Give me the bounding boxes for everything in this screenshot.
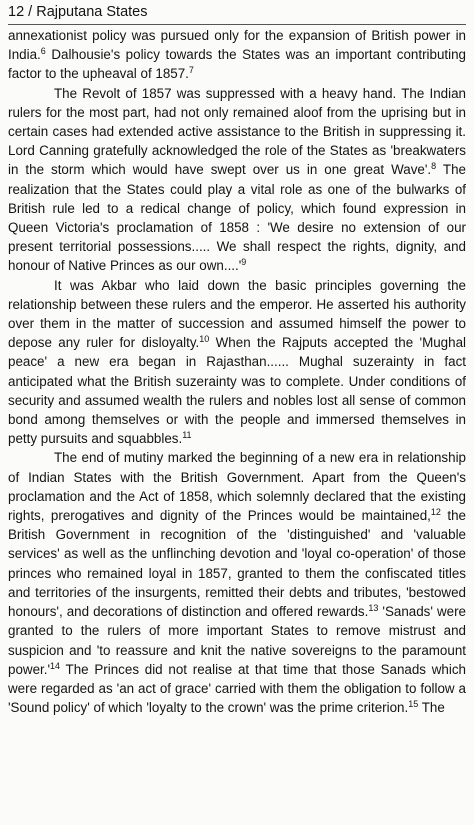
paragraph xyxy=(8,26,466,84)
text-run: 'Sanads' were granted to the rulers of more important States to remove mistrust and suspicion and 'to reassure and knit the native sovereigns to the paramount power.' xyxy=(8,604,466,677)
text-run: the British Government in recognition of the 'distinguished' and 'valuable services' as well as the unflinching devotion and 'loyal co-operation' of those princes who remained loyal in 1857, granted to them the confiscated titles and territories of the insurgents, remitted their debts and tributes, 'bestowed honours', and decorations of distinction and offered rewards. xyxy=(8,508,466,620)
footnote-ref: 15 xyxy=(408,699,419,710)
paragraph xyxy=(8,276,466,449)
text-run: The Princes did not realise at that time that those Sanads which were regarded as 'an act of grace' carried with them the obligation to follow a 'Sound policy' of which 'loyalty to the crown' was the prime criterion. xyxy=(8,661,466,716)
footnote-ref: 11 xyxy=(182,430,192,441)
footnote-ref: 8 xyxy=(431,161,437,172)
header-rule xyxy=(8,24,466,25)
body-text xyxy=(8,26,466,717)
footnote-ref: 14 xyxy=(50,660,61,671)
text-run: annexationist policy was pursued only for the expansion of British power in India. xyxy=(8,28,466,63)
text-run: It was Akbar who laid down the basic principles governing the relationship between these rulers and the emperor. He asserted his authority over them in the matter of succession and assumed himself the power to depose any ruler for disloyalty. xyxy=(8,277,466,351)
running-title: Rajputana States xyxy=(36,4,148,20)
header-separator: / xyxy=(28,4,33,20)
page-number: 12 xyxy=(8,4,25,20)
footnote-ref: 7 xyxy=(188,65,194,76)
footnote-ref: 13 xyxy=(368,603,379,614)
text-run: Dalhousie's policy towards the States was an important contributing factor to the upheaval of 1857. xyxy=(8,47,466,82)
footnote-ref: 10 xyxy=(199,334,210,345)
footnote-ref: 6 xyxy=(40,46,46,57)
text-run: When the Rajputs accepted the 'Mughal peace' a new era began in Rajasthan...... Mughal suzerainty in fact anticipated what the British suzerainty was to complete. Under conditions of security and assumed wealth the rulers and nobles lost all sense of common bond among themselves or with the people and immersed themselves in petty pursuits and squabbles. xyxy=(8,335,466,447)
text-run: The end of mutiny marked the beginning of a new era in relationship of Indian States with the British Government. Apart from the Queen's proclamation and the Act of 1858, which solemnly declared that the existing rights, prerogatives and dignity of the Princes would be maintained, xyxy=(8,450,466,524)
paragraph xyxy=(8,448,466,717)
text-run: The realization that the States could play a vital role as one of the bulwarks of British rule led to a redical change of policy, which found expression in Queen Victoria's proclamation of 1858 : 'We desire no extension of our present territorial possessions..... We shall respect the rights, dignity, and honour of Native Princes as our own....' xyxy=(8,162,466,274)
running-header xyxy=(8,2,466,22)
footnote-ref: 9 xyxy=(241,257,247,268)
footnote-ref: 12 xyxy=(430,507,441,518)
paragraph xyxy=(8,84,466,276)
text-run: The xyxy=(418,700,445,716)
text-run: The Revolt of 1857 was suppressed with a heavy hand. The Indian rulers for the most part, had not only remained aloof from the uprising but in certain cases had extended active assistance to the British in suppressing it. Lord Canning gratefully acknowledged the role of the States as 'breakwaters in the storm which would have swept over us in one great Wave'. xyxy=(8,85,466,178)
